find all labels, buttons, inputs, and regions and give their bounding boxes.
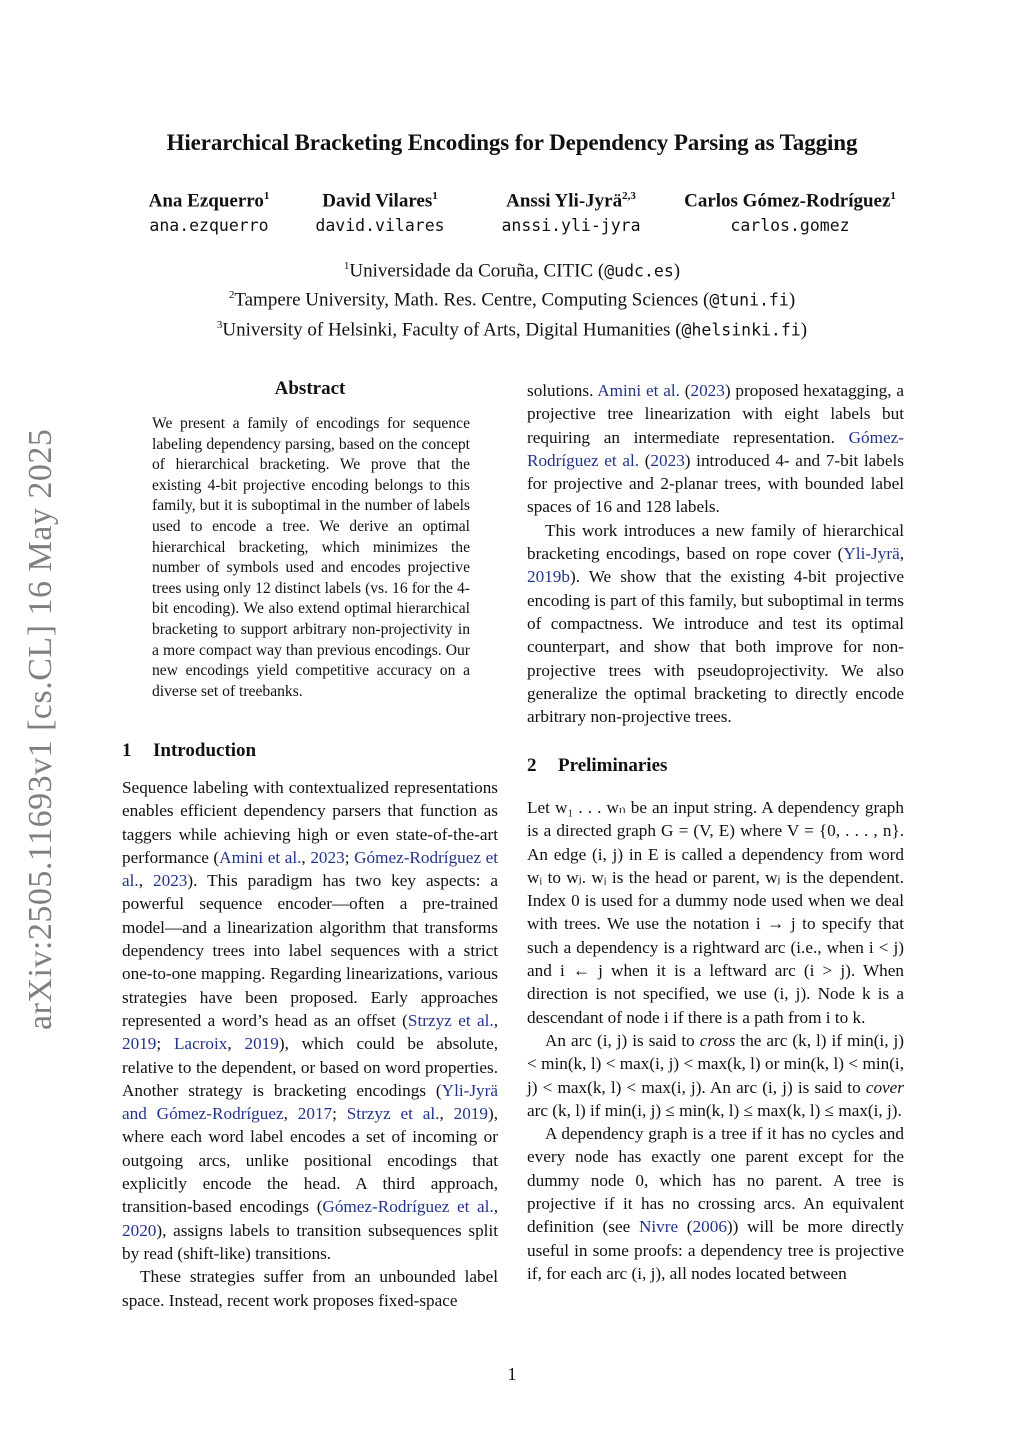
citation-link[interactable]: 2019b xyxy=(527,567,570,587)
text-run: This work introduces a new family of hierarchical bracketing encodings, based on rope cover ( xyxy=(527,520,904,564)
citation-link[interactable]: 2020 xyxy=(122,1220,157,1240)
citation-link[interactable]: Yli-Jyrä xyxy=(843,544,900,564)
affiliation-3 xyxy=(0,313,1024,342)
affil-sup: 1 xyxy=(343,260,350,272)
text-run: ). We show that the existing 4-bit projective encoding is part of this family, but suboptimal in terms of compactness. We introduce and test its optimal counterpart, and show that both improve for non-projective trees with pseudoprojectivity. We also generalize the optimal bracketing to directly encode arbitrary non-projective trees. xyxy=(527,567,904,727)
citation-link[interactable]: 2006 xyxy=(692,1217,727,1237)
affiliation-1 xyxy=(0,254,1024,283)
author-sup: 1 xyxy=(263,190,270,202)
text-run: )) will be more directly useful in some proofs: a dependency tree is projective if, for each arc (i, j), all nodes located between xyxy=(527,1217,904,1283)
intro-paragraph-1 xyxy=(122,776,498,1265)
page-number: 1 xyxy=(507,1364,517,1384)
citation-link[interactable]: 2023 xyxy=(153,871,188,891)
citation-link[interactable]: Gómez-Rodríguez et al. xyxy=(122,847,499,891)
abstract-text: We present a family of encodings for sequence labeling dependency parsing, based on the concept of hierarchical bracketing. We prove that the existing 4-bit projective encoding belongs to this family, but it is suboptimal in the number of labels used to encode a tree. We derive an optimal hierarchical bracketing, which minimizes the number of symbols used and encodes projective trees using only 12 distinct labels (vs. 16 for the 4-bit encoding). We also extend optimal hierarchical bracketing to support arbitrary non-projectivity in a more compact way than previous encodings. Our new encodings yield competitive accuracy on a diverse set of treebanks. xyxy=(152,415,470,700)
citation-link[interactable]: 2017 xyxy=(297,1104,333,1124)
affil-domain: @udc.es xyxy=(604,261,674,281)
affiliations xyxy=(0,254,1024,342)
affil-close: ) xyxy=(800,318,808,340)
text-run: An arc (i, j) is said to xyxy=(545,1030,700,1050)
citation-link[interactable]: Amini et al. xyxy=(219,847,302,867)
text-run: ). This paradigm has two key aspects: a powerful sequence encoder—often a pre-trained model—and a linearization algorithm that transforms dependency trees into label sequences with a strict one-to-one mapping. Regarding linearizations, various strategies have been proposed. Early approaches represented a word’s head as an offset ( xyxy=(122,871,499,1030)
affil-close: ) xyxy=(673,260,681,282)
text-run: ), which could be absolute, relative to the dependent, or based on word properties. Another strategy is bracketing encodings ( xyxy=(122,1034,499,1100)
text-run: ; xyxy=(344,847,355,867)
text-run: A dependency graph is a tree if it has no cycles and every node has exactly one parent except for the dummy node 0, which has no parent. A tree is projective if it has no crossing arcs. An equivalent definition (see xyxy=(527,1124,904,1237)
citation-link[interactable]: Gómez-Rodríguez et al. xyxy=(322,1197,494,1217)
citation-link[interactable]: Amini et al. xyxy=(597,381,680,400)
author-name: Ana Ezquerro xyxy=(148,190,264,212)
text-run: ) introduced 4- and 7-bit labels for projective and 2-planar trees, with bounded label spaces of 16 and 128 labels. xyxy=(527,450,904,517)
citation-link[interactable]: 2019 xyxy=(122,1034,157,1054)
text-run: , xyxy=(899,544,904,564)
introduction-body xyxy=(122,776,498,1312)
author-sup: 1 xyxy=(890,190,896,202)
emphasis: cross xyxy=(699,1030,736,1050)
section-heading-preliminaries xyxy=(527,755,904,777)
text-run: the arc (k, l) if min(i, j) < min(k, l) < max(i, j) < max(k, l) or min(k, l) < min(i, j) < max(k, l) < max(i, j). An arc (i, j) is said to xyxy=(527,1030,904,1097)
text-run: , xyxy=(493,1197,498,1217)
preliminaries-body xyxy=(527,796,904,1285)
citation-link[interactable]: Nivre xyxy=(638,1217,679,1237)
citation-link[interactable]: Strzyz et al. xyxy=(407,1010,494,1030)
text-run: ), where each word label encodes a set of incoming or outgoing arcs, unlike positional encodings that explicitly encode the head. A third approach, transition-based encodings ( xyxy=(122,1104,498,1217)
author-email: ana.ezquerro xyxy=(149,216,269,236)
text-run: ; xyxy=(332,1104,347,1124)
text-run: , xyxy=(138,871,153,891)
prelim-paragraph-2 xyxy=(527,1029,904,1122)
text-run: solutions. xyxy=(527,381,598,400)
affil-sup: 2 xyxy=(228,289,235,302)
affil-text: Universidade da Coruña, CITIC ( xyxy=(349,260,605,282)
text-run: , xyxy=(439,1104,454,1124)
intro-paragraph-2: These strategies suffer from an unbounded label space. Instead, recent work proposes fixed-space xyxy=(122,1267,498,1310)
section-title: Introduction xyxy=(153,740,257,761)
author-sup: 1 xyxy=(432,190,438,202)
text-run: ; xyxy=(156,1034,174,1054)
citation-link[interactable]: 2019 xyxy=(453,1104,488,1124)
text-run: ) proposed hexatagging, a projective tree linearization with eight labels but requiring an intermediate representation. xyxy=(527,381,904,447)
section-title: Preliminaries xyxy=(558,755,668,776)
abstract-heading: Abstract xyxy=(274,378,346,399)
citation-link[interactable]: 2023 xyxy=(690,381,725,400)
citation-link[interactable]: 2019 xyxy=(244,1034,279,1054)
citation-link[interactable]: 2023 xyxy=(650,450,685,470)
section-heading-introduction xyxy=(122,740,498,762)
author-2 xyxy=(300,190,460,235)
emphasis: cover xyxy=(865,1077,904,1097)
author-name: Carlos Gómez-Rodríguez xyxy=(684,190,891,212)
intro-paragraph-3 xyxy=(527,379,904,519)
prelim-paragraph-3 xyxy=(527,1122,904,1285)
text-run: , xyxy=(493,1010,499,1030)
prelim-paragraph-1: Let w₁ . . . wₙ be an input string. A dependency graph is a directed graph G = (V, E) where V = {0, . . . , n}. An edge (i, j) in E is called a dependency from word wᵢ to wⱼ. wᵢ is the head or parent, wⱼ is the dependent. Index 0 is used for a dummy node used when we deal with trees. We use the notation i → j to specify that such a dependency is a rightward arc (i.e., when i < j) and i ← j when it is a leftward arc (i > j). When direction is not specified, we use (i, j). Node k is a descendant of node i if there is a path from i to k. xyxy=(527,798,904,1027)
affil-sup: 3 xyxy=(216,318,223,331)
citation-link[interactable]: 2023 xyxy=(310,847,345,867)
author-1 xyxy=(130,190,288,235)
section-number: 2 xyxy=(527,755,537,776)
author-email: david.vilares xyxy=(315,216,445,236)
affil-text: Tampere University, Math. Res. Centre, Computing Sciences ( xyxy=(234,289,710,311)
right-column-intro xyxy=(527,379,904,728)
author-3 xyxy=(486,190,656,235)
author-email: carlos.gomez xyxy=(730,216,850,236)
citation-link[interactable]: Yli-Jyrä and Gómez-Rodríguez xyxy=(122,1080,498,1124)
text-run: arc (k, l) if min(i, j) ≤ min(k, l) ≤ max(k, l) ≤ max(i, j). xyxy=(527,1100,902,1120)
text-run: , xyxy=(301,847,311,867)
author-4 xyxy=(668,190,912,235)
affil-close: ) xyxy=(788,289,796,311)
author-name: David Vilares xyxy=(322,190,433,212)
text-run: ), assigns labels to transition subsequences split by read (shift-like) transitions. xyxy=(122,1220,498,1263)
text-run: ( xyxy=(678,1217,693,1237)
author-name: Anssi Yli-Jyrä xyxy=(506,190,623,212)
text-run: ( xyxy=(679,381,691,400)
citation-link[interactable]: Gómez-Rodríguez et al. xyxy=(527,427,904,470)
text-run: , xyxy=(227,1034,245,1054)
arxiv-stamp: arXiv:2505.11693v1 [cs.CL] 16 May 2025 xyxy=(22,428,59,1030)
paper-title: Hierarchical Bracketing Encodings for Dependency Parsing as Tagging xyxy=(166,130,858,155)
author-sup: 2,3 xyxy=(622,190,636,202)
affil-domain: @tuni.fi xyxy=(709,290,789,310)
section-number: 1 xyxy=(122,740,132,761)
affiliation-2 xyxy=(0,283,1024,312)
text-run: ( xyxy=(639,450,651,470)
intro-paragraph-4 xyxy=(527,519,904,729)
text-run: , xyxy=(283,1104,298,1124)
text-run: Sequence labeling with contextualized representations enables efficient dependency parsers that function as taggers while achieving high or even state-of-the-art performance ( xyxy=(122,778,498,867)
affil-text: University of Helsinki, Faculty of Arts, Digital Humanities ( xyxy=(222,318,682,340)
citation-link[interactable]: Strzyz et al. xyxy=(346,1104,440,1124)
citation-link[interactable]: Lacroix xyxy=(173,1034,228,1054)
author-email: anssi.yli-jyra xyxy=(501,216,641,236)
affil-domain: @helsinki.fi xyxy=(681,319,801,339)
